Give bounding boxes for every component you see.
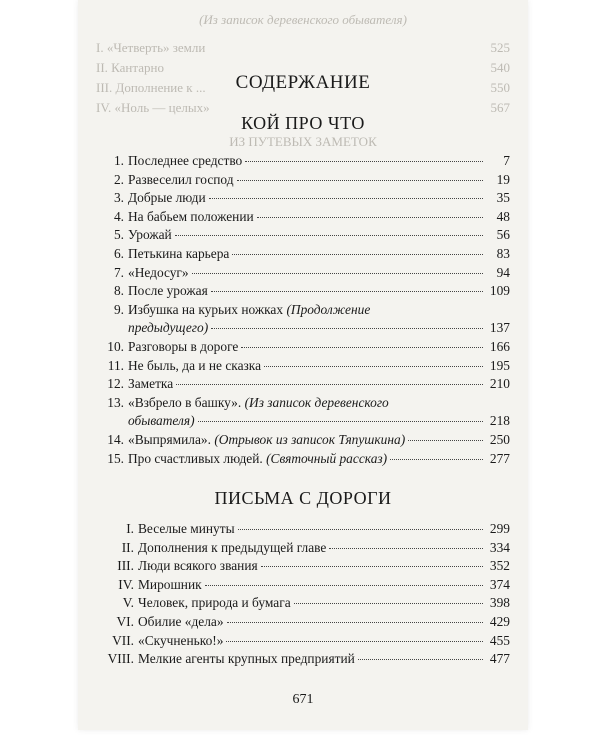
toc-entry[interactable]: III. Люди всякого звания 352: [117, 558, 510, 574]
toc-entry[interactable]: 10. Разговоры в дороге 166: [107, 338, 510, 354]
toc-entry[interactable]: 9. Избушка на курьих ножках (Продолжение предыдущего) 137: [113, 301, 510, 336]
toc-entry[interactable]: VI. Обилие «дела» 429: [116, 613, 510, 629]
book-page: [78, 0, 528, 730]
toc-entry[interactable]: 4. На бабьем положении 48: [113, 208, 510, 224]
ghost-row: IV. «Ноль — целых» 567: [96, 100, 510, 115]
toc-entry[interactable]: 15. Про счастливых людей. (Святочный рассказ) 277: [107, 450, 510, 466]
toc-section-2: [96, 520, 510, 669]
ghost-title: (Из записок деревенского обывателя): [199, 12, 407, 27]
toc-entry[interactable]: I. Веселые минуты 299: [126, 521, 510, 536]
toc-entry[interactable]: V. Человек, природа и бумага 398: [122, 595, 510, 611]
ghost-row: II. Кантарно 540: [96, 60, 510, 75]
toc-entry[interactable]: 12. Заметка 210: [107, 376, 510, 392]
toc-entry[interactable]: 14. «Выпрямила». (Отрывок из записок Тяпушкина) 250: [107, 431, 510, 447]
toc-section-1: [96, 152, 510, 468]
toc-entry[interactable]: IV. Мирошник 374: [118, 576, 510, 592]
toc-entry[interactable]: 3. Добрые люди 35: [113, 190, 510, 206]
toc-entry[interactable]: 1. Последнее средство 7: [113, 153, 510, 168]
toc-entry[interactable]: 5. Урожай 56: [113, 227, 510, 243]
ghost-heading: ИЗ ПУТЕВЫХ ЗАМЕТОК: [229, 134, 377, 149]
page-number: 671: [292, 692, 314, 707]
ghost-row: I. «Четверть» земли 525: [96, 40, 510, 55]
toc-entry[interactable]: 13. «Взбрело в башку». (Из записок деревенского обывателя) 218: [107, 394, 510, 429]
section-heading-1: КОЙ ПРО ЧТО: [241, 113, 365, 133]
toc-entry[interactable]: 8. После урожая 109: [113, 283, 510, 299]
page-title: СОДЕРЖАНИЕ: [235, 72, 371, 93]
toc-entry[interactable]: 2. Развеселил господ 19: [113, 171, 510, 187]
toc-entry[interactable]: VII. «Скучненько!» 455: [112, 632, 510, 648]
toc-entry[interactable]: 11. Не быль, да и не сказка 195: [107, 357, 510, 373]
toc-entry[interactable]: 6. Петькина карьера 83: [113, 245, 510, 261]
toc-entry[interactable]: 7. «Недосуг» 94: [113, 264, 510, 280]
toc-entry[interactable]: VIII. Мелкие агенты крупных предприятий 477: [107, 651, 510, 667]
section-heading-2: ПИСЬМА С ДОРОГИ: [214, 488, 392, 508]
ghost-row: III. Дополнение к ... 550: [96, 80, 510, 95]
toc-entry[interactable]: II. Дополнения к предыдущей главе 334: [121, 539, 510, 555]
